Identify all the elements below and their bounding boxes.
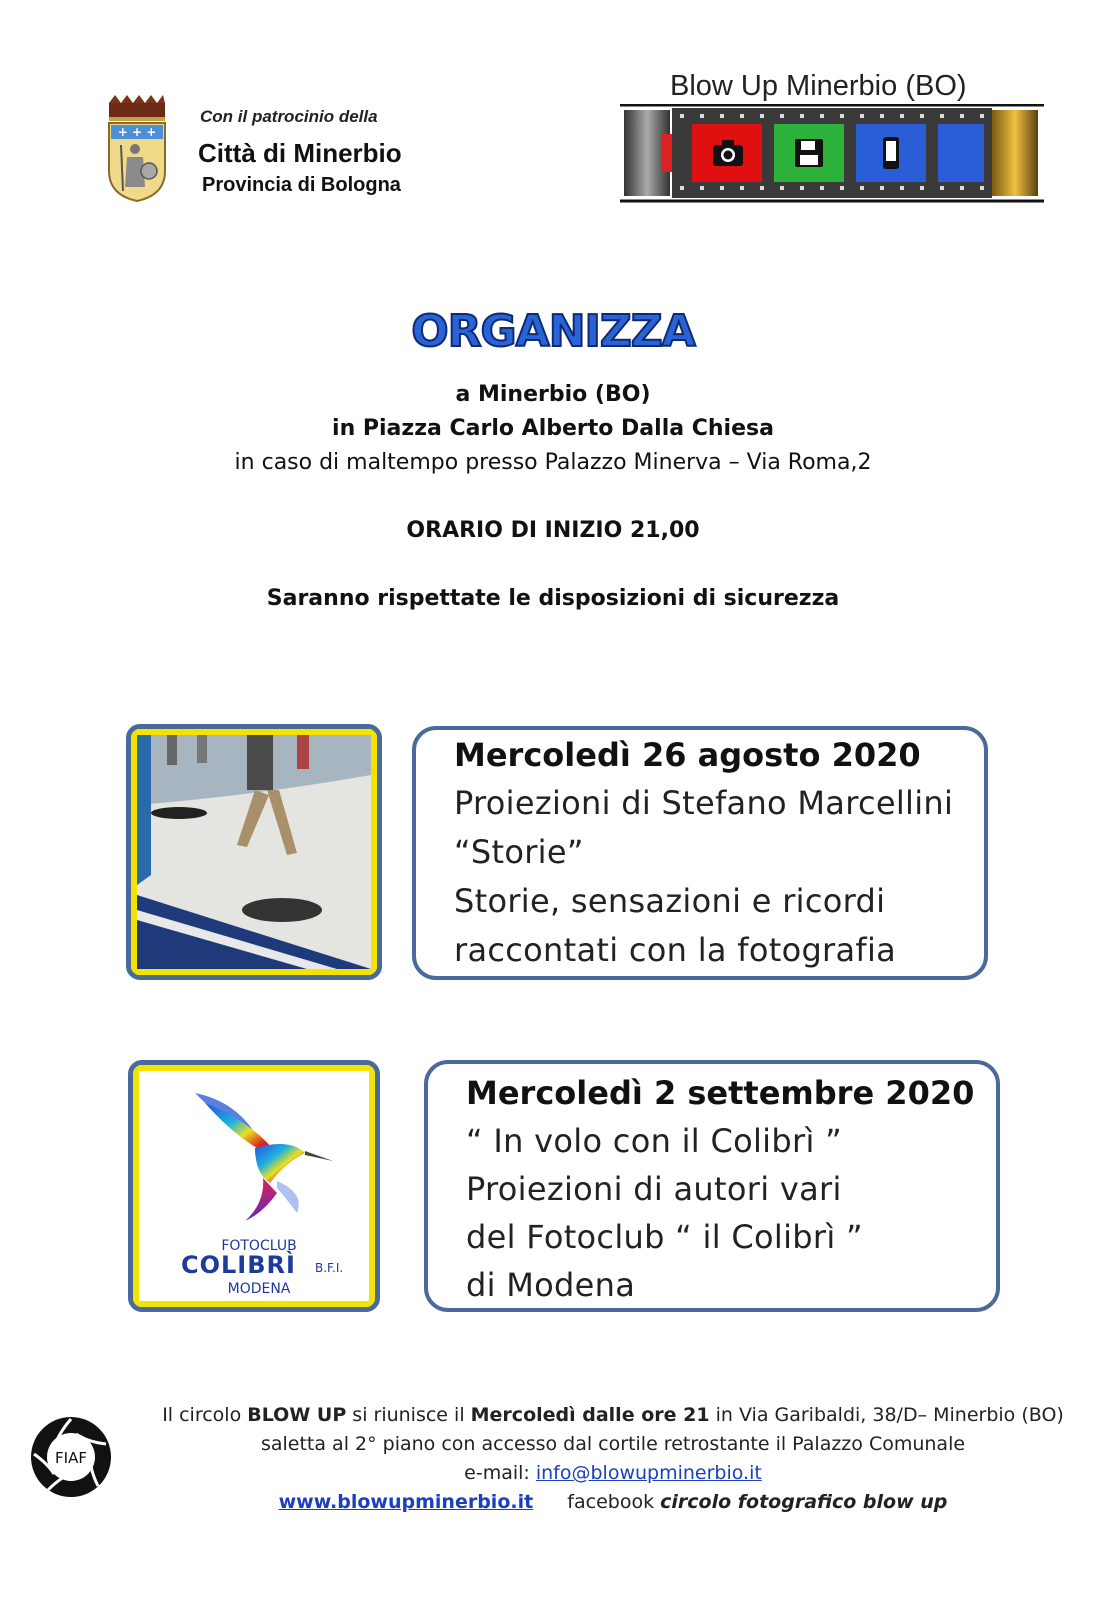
footer-text: Il circolo xyxy=(162,1404,248,1426)
event-1-line-3: Storie, sensazioni e ricordi xyxy=(454,882,886,920)
meeting-time: Mercoledì dalle ore 21 xyxy=(470,1404,710,1426)
club-logo-title: Blow Up Minerbio (BO) xyxy=(670,70,967,102)
province-name: Provincia di Bologna xyxy=(202,174,401,196)
location-line-3: in caso di maltempo presso Palazzo Minerva – Via Roma,2 xyxy=(234,450,872,475)
headline: ORGANIZZA xyxy=(411,306,695,357)
event-2-line-3: del Fotoclub “ il Colibrì ” xyxy=(466,1218,863,1256)
safety-note: Saranno rispettate le disposizioni di sicurezza xyxy=(266,586,840,611)
smartphone-icon xyxy=(882,136,900,170)
event-2-box xyxy=(424,1060,1000,1312)
floppy-disk-icon xyxy=(794,138,824,168)
camera-icon xyxy=(712,139,744,167)
start-time: ORARIO DI INIZIO 21,00 xyxy=(406,518,700,543)
city-name: Città di Minerbio xyxy=(198,138,402,168)
colibri-logo-suffix: B.F.I. xyxy=(315,1261,344,1275)
footer-line-1 xyxy=(120,1404,1106,1426)
event-1-photo xyxy=(126,724,382,980)
event-1-date: Mercoledì 26 agosto 2020 xyxy=(454,736,921,774)
facebook-page-name: circolo fotografico blow up xyxy=(660,1491,948,1513)
location-line-1: a Minerbio (BO) xyxy=(455,382,651,407)
website-link[interactable]: www.blowupminerbio.it xyxy=(278,1491,534,1513)
minerbio-coat-of-arms xyxy=(105,95,169,203)
event-2-logo-frame xyxy=(128,1060,380,1312)
event-2-line-4: di Modena xyxy=(466,1266,636,1304)
event-1-line-2: “Storie” xyxy=(454,833,584,871)
location-line-2: in Piazza Carlo Alberto Dalla Chiesa xyxy=(332,416,774,441)
footer-line-3 xyxy=(120,1462,1106,1484)
fiaf-logo-icon xyxy=(28,1414,114,1500)
footer-address: in Via Garibaldi, 38/D– Minerbio (BO) xyxy=(709,1404,1064,1426)
facebook-label: facebook xyxy=(567,1491,661,1513)
footer-line-4 xyxy=(120,1491,1106,1513)
club-name: BLOW UP xyxy=(247,1404,347,1426)
footer-text: si riunisce il xyxy=(346,1404,471,1426)
club-logo-filmstrip xyxy=(620,104,1044,204)
event-2-line-2: Proiezioni di autori vari xyxy=(466,1170,842,1208)
colibri-logo-top: FOTOCLUB xyxy=(221,1238,297,1254)
event-1-line-1: Proiezioni di Stefano Marcellini xyxy=(454,784,954,822)
people-and-dogs-photo xyxy=(137,735,371,969)
email-label: e-mail: xyxy=(464,1462,536,1484)
colibri-logo-name: COLIBRÌ xyxy=(181,1251,296,1279)
email-link[interactable]: info@blowupminerbio.it xyxy=(535,1462,762,1484)
svg-text:+ + +: + + + xyxy=(117,125,157,139)
event-2-line-1: “ In volo con il Colibrì ” xyxy=(466,1122,842,1160)
fiaf-label: FIAF xyxy=(55,1449,87,1467)
event-2-date: Mercoledì 2 settembre 2020 xyxy=(466,1074,975,1112)
colibri-logo-city: MODENA xyxy=(227,1281,291,1297)
footer-line-2: saletta al 2° piano con accesso dal cortile retrostante il Palazzo Comunale xyxy=(260,1433,966,1455)
patronage-line: Con il patrocinio della xyxy=(200,107,378,126)
event-1-box xyxy=(412,726,988,980)
event-1-line-4: raccontati con la fotografia xyxy=(454,931,897,969)
hummingbird-logo-icon xyxy=(185,1093,335,1223)
